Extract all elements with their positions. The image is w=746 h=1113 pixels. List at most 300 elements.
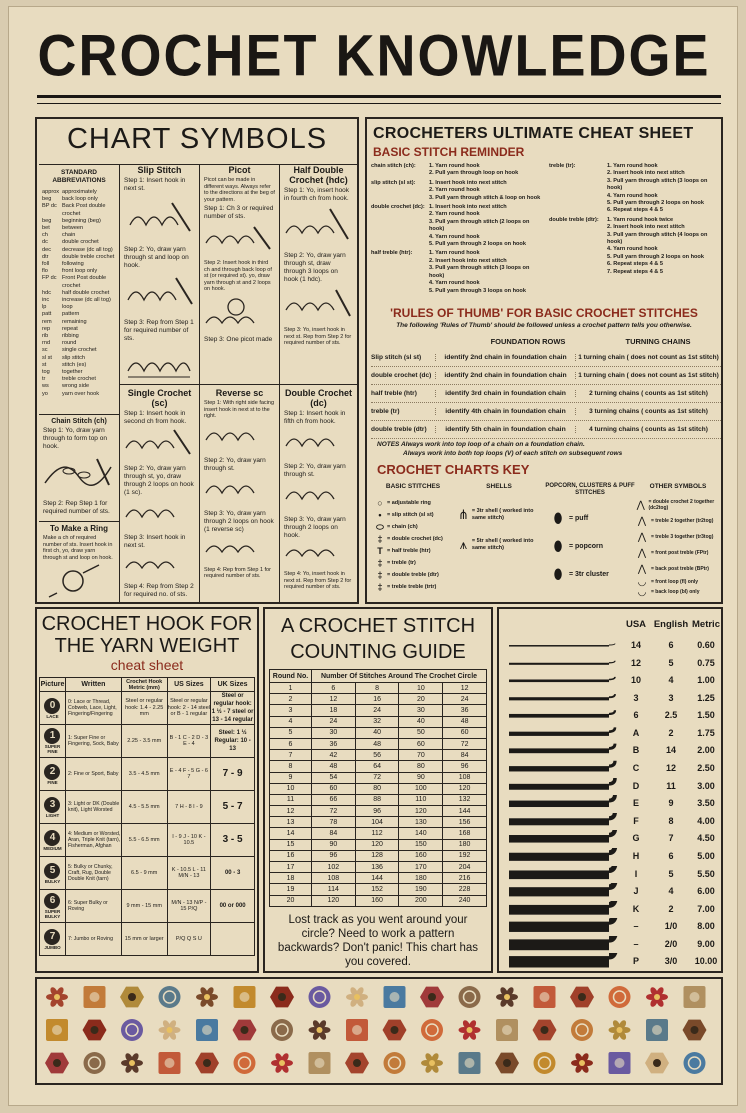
counting-round: 1 [270,683,312,694]
counting-value: 200 [399,895,443,906]
yarn-written: 6: Super Bulky or Roving [65,890,121,923]
hook-sizes-panel [497,607,723,973]
other-key-row [633,561,723,577]
basic-key-row [373,497,455,509]
yarn-weight-name: LIGHT [45,812,60,818]
basic-key-row [373,521,455,533]
crochet-hook-icon [503,742,619,760]
stitch-reminder-step: 2. Pull yarn through loop on hook [429,170,519,177]
cheat-sheet-panel [365,117,723,604]
counting-round: 2 [270,694,312,705]
counting-value: 192 [443,850,487,861]
counting-round: 11 [270,794,312,805]
key-col-shells: SHELLS [486,483,512,490]
counting-value: 60 [312,783,356,794]
basic-key-symbol: • [378,510,382,520]
basic-key-symbol: ‡ [377,558,383,568]
motif-strip [35,977,723,1085]
slip-stitch-step2: Step 2: Yo, draw yarn through st and loop on hook. [124,246,189,269]
counting-table [269,669,487,907]
crochet-motif-icon [420,987,444,1008]
puff-key-symbol: ⬮ [553,565,563,582]
hook-size-row [499,672,721,690]
reverse-sc-step3: Step 3: Yo, draw yarn through 2 loops on hook (1 reverse sc) [204,509,274,533]
counting-round: 20 [270,895,312,906]
reverse-sc-illustration-1 [200,422,278,450]
crochet-motif-icon [646,986,668,1008]
counting-value: 80 [355,783,399,794]
counting-value: 60 [443,727,487,738]
counting-value: 84 [312,828,356,839]
crochet-motif-icon [646,1019,668,1041]
stitch-reminder-step: 5. Pull yarn through 2 loops on hook [429,241,526,248]
puff-key-symbol: ⬮ [553,509,563,526]
crochet-motif-icon [683,1020,707,1041]
yarn-metric: 3.5 - 4.5 mm [121,758,167,791]
basic-key-row [373,533,455,545]
single-crochet-illustration-2 [120,499,198,527]
crochet-motif-icon [684,1052,706,1074]
counting-value: 130 [399,817,443,828]
hook-sizes-col-english: English [653,619,689,630]
hdc-title: Half Double Crochet (hdc) [289,165,348,185]
single-crochet-step1: Step 1: Insert hook in second ch from hook. [124,410,187,425]
yarn-us: K - 10.5 L - 11 M/N - 13 [167,857,211,890]
hook-usa: B [632,745,640,756]
hook-english: 3/0 [664,956,678,967]
hook-yarn-row [40,824,255,857]
abbreviation-meaning: repeat [62,325,78,332]
counting-value: 114 [312,884,356,895]
abbreviation-code: bet [42,225,50,232]
yarn-metric: Steel or regular hook: 1.4 - 2.25 mm [121,692,167,725]
slip-stitch-illustration-1 [120,195,198,239]
abbreviation-code: st [42,361,47,368]
counting-round: 4 [270,716,312,727]
hook-shaft [509,939,609,950]
counting-value: 152 [355,884,399,895]
counting-row [270,694,487,705]
counting-footer: Lost track as you went around your circle? Need to work a pattern backwards? Don't panic! This chart has you covered. [277,914,479,968]
double-crochet-step2: Step 2: Yo, draw yarn through st. [284,463,346,478]
counting-round: 7 [270,750,312,761]
hook-usa: P [632,956,639,967]
counting-value: 80 [399,761,443,772]
counting-value: 216 [443,873,487,884]
counting-round: 17 [270,862,312,873]
abbreviation-row [42,304,119,311]
hook-yarn-row [40,791,255,824]
yarn-uk: 5 - 7 [211,791,255,824]
counting-value: 16 [355,694,399,705]
double-crochet-illustration-2 [280,481,356,509]
rules-row [371,403,721,421]
abbreviation-code: tr [42,376,46,383]
crochet-motif-icon [309,986,331,1008]
crochet-motif-icon [45,1053,69,1074]
yarn-uk: Steel: 1 ½ Regular: 10 - 13 [211,725,255,758]
stitch-reminder-step: 6. Repeat steps 4 & 5 [607,207,663,214]
shell-key-label: = 3tr shell ( worked into same stitch) [471,508,534,521]
crochet-hook-icon [503,953,619,971]
stitch-reminder-left [371,163,546,297]
crochet-hook-icon [503,883,619,901]
stitch-reminder-step: 3. Pull yarn through stitch (4 loops on hook) [607,231,708,246]
yarn-written: 1: Super Fine or Fingering, Sock, Baby [65,725,121,758]
puff-key-row [547,532,637,560]
hook-yarn-row [40,758,255,791]
basic-key-label: = half treble (htr) [387,548,431,554]
basic-key-symbol: ‡ [377,570,383,580]
counting-value: 48 [355,738,399,749]
yarn-metric: 4.5 - 5.5 mm [121,791,167,824]
abbreviation-meaning: Front Post double crochet [62,275,107,289]
crochet-motif-icon [83,1020,107,1041]
yarn-written: 2: Fine or Sport, Baby [65,758,121,791]
hook-usa: – [633,921,639,932]
counting-row [270,839,487,850]
yarn-us: E - 4 F - 5 G - 6 7 [167,758,211,791]
yarn-us: B - 1 C - 2 D - 3 E - 4 [167,725,211,758]
basic-key-label: = treble treble (trtr) [387,584,437,590]
hook-english: 2 [668,903,674,914]
hook-yarn-heading-2: THE YARN WEIGHT [54,635,240,657]
basic-key-symbol: ‡ [377,534,383,544]
crochet-motif-icon [496,986,518,1008]
counting-value: 150 [399,839,443,850]
counting-value: 240 [443,895,487,906]
single-crochet-box [119,384,199,602]
hook-sizes-rows [499,637,721,971]
crochet-motif-icon [84,1052,106,1074]
counting-row [270,828,487,839]
abbreviation-meaning: wrong side [62,383,90,390]
motif-grid [37,979,721,1083]
puff-key-row [547,504,637,532]
stitch-reminder-step: 2. Insert hook into next stitch [607,224,685,231]
other-key-symbol: ⋀ [637,515,647,527]
hdc-step1: Step 1: Yo, insert hook in fourth ch from hook. [284,187,350,202]
hook-usa: H [632,850,640,861]
crochet-hook-icon [503,690,619,708]
hook-shaft [509,853,609,861]
basic-key-symbol: ○ [377,498,383,508]
abbreviation-meaning: together [62,369,83,376]
make-ring-illustration [39,563,117,599]
yarn-weight-number: 3 [44,797,60,813]
stitch-reminder-name: double treble (dtr): [549,216,599,223]
hook-shaft [509,801,609,807]
hook-english: 2 [668,727,674,738]
hdc-box [279,164,357,384]
yarn-weight-name: JUMBO [44,944,61,950]
basic-key-row [373,557,455,569]
hook-metric: 0.60 [697,640,715,650]
stitch-reminder-block [549,217,721,276]
hook-english: 5 [668,868,674,879]
stitch-reminder-step: 1. Yarn round hook twice [607,216,674,223]
rules-stitch: double treble (dtr) [371,426,427,433]
stitch-reminder-block [371,250,546,294]
other-key-symbol: ⋀ [636,499,645,511]
basic-key-label: = chain (ch) [387,524,418,530]
counting-round: 13 [270,817,312,828]
cheat-sheet-heading: CROCHETERS ULTIMATE CHEAT SHEET [373,125,694,142]
puff-key-row [547,560,637,588]
counting-row [270,895,487,906]
crochet-motif-icon [570,987,594,1008]
stitch-reminder-name: treble (tr): [549,163,576,169]
yarn-weight-number: 1 [44,728,60,744]
abbreviation-code: ch [42,232,48,239]
counting-round: 18 [270,873,312,884]
slip-stitch-illustration-2 [120,272,198,312]
abbreviation-meaning: decrease (dc all tog) [62,246,113,253]
hook-english: 6 [668,640,674,650]
abbreviation-row [42,391,119,398]
hook-english: 2.5 [664,710,678,721]
crochet-hook-icon [503,725,619,743]
yarn-metric: 15 mm or larger [121,923,167,956]
abbreviation-code: rib [42,333,49,340]
other-key-row [633,587,723,597]
single-crochet-step4: Step 4: Rep from Step 2 for required no. of sts. [124,583,194,598]
rules-foundation: identify 5th chain in foundation chain [435,426,575,433]
abbreviation-meaning: chain [62,232,76,239]
other-key-label: = front post treble (FPtr) [651,550,709,556]
counting-value: 96 [443,761,487,772]
hook-metric: 4.00 [697,815,715,826]
hook-size-row [499,707,721,725]
counting-value: 12 [443,683,487,694]
abbreviation-meaning: treble crochet [62,376,96,383]
crochet-motif-icon [384,1052,406,1074]
double-crochet-step1: Step 1: Insert hook in fifth ch from hook. [284,410,346,425]
yarn-weight-badge [40,857,66,890]
counting-value: 108 [312,873,356,884]
abbreviation-code: sl st [42,354,52,361]
hook-yarn-table [39,677,255,956]
key-col-basic: BASIC STITCHES [385,483,441,490]
rules-table [371,349,721,439]
hook-shaft [509,714,609,718]
crochet-motif-icon [121,1019,143,1041]
abbreviation-code: patt [42,311,52,318]
abbreviation-code: beg [42,196,52,203]
crochet-hook-icon [503,830,619,848]
abbreviation-meaning: back loop only [62,196,98,203]
stitch-reminder-step: 1. Insert hook into next stitch [429,179,507,186]
stitch-reminder-block [371,163,546,178]
stitch-reminder-step: 2. Insert hook into next stitch [607,170,685,177]
puff-key [547,504,637,588]
chain-stitch-box [39,414,119,521]
picot-title: Picot [228,165,251,175]
yarn-weight-badge [40,758,66,791]
hdc-illustration-2 [280,286,356,320]
counting-row [270,806,487,817]
single-crochet-step2: Step 2: Yo, draw yarn through st, yo, draw through 2 loops on hook (1 sc). [124,465,194,496]
abbreviation-row [42,383,119,390]
chart-symbols-heading: CHART SYMBOLS [66,123,328,155]
basic-key-row [373,569,455,581]
crochet-motif-icon [534,1052,556,1074]
hook-size-row [499,901,721,919]
rules-row [371,385,721,403]
counting-value: 72 [312,806,356,817]
crochet-hook-icon [503,848,619,866]
counting-row [270,738,487,749]
yarn-weight-badge [40,692,66,725]
hook-metric: 1.25 [697,692,715,703]
hook-size-row [499,778,721,796]
single-crochet-step3: Step 3: Insert hook in next st. [124,534,186,549]
hook-shaft [509,645,609,647]
hook-yarn-col-written: Written [65,678,121,692]
counting-row [270,850,487,861]
hook-tip [609,936,615,939]
hook-shaft [509,749,609,754]
other-key-symbol: ⋀ [637,531,647,543]
shell-key-row [455,537,545,553]
yarn-written: 4: Medium or Worsted, Aran, Triple Knit (tarn), Fisherman, Afghan [65,824,121,857]
abbreviation-code: BP dc [42,203,57,210]
counting-round: 3 [270,705,312,716]
hook-size-row [499,690,721,708]
hook-tip [609,644,615,646]
stitch-reminder-steps [607,217,721,276]
hook-yarn-col-us: US Sizes [167,678,211,692]
counting-value: 84 [443,750,487,761]
counting-value: 140 [399,828,443,839]
hook-metric: 1.50 [697,710,715,721]
other-key-label: = back loop (bl) only [651,589,700,595]
abbreviation-row [42,232,119,239]
basic-key-label: = double crochet (dc) [387,536,443,542]
hook-tip [609,901,615,905]
stitch-reminder-step: 5. Pull yarn through 3 loops on hook [429,287,526,294]
crochet-hook-icon [503,655,619,673]
hook-usa: J [633,886,639,897]
counting-value: 40 [355,727,399,738]
slip-stitch-box [119,164,199,384]
hook-shaft [509,887,609,896]
counting-value: 18 [312,705,356,716]
stitch-reminder-step: 4. Yarn round hook [429,280,480,287]
hook-english: 9 [668,798,674,809]
abbreviation-row [42,319,119,326]
stitch-reminder-step: 3. Pull yarn through stitch (2 loops on hook) [429,218,530,233]
stitch-reminder-steps [607,163,721,215]
rules-note-1: NOTES Always work into top loop of a chain on a foundation chain. [377,441,585,448]
abbreviation-meaning: pattern [62,311,80,318]
yarn-us: M/N - 13 N/P - 15 P/Q [167,890,211,923]
counting-value: 10 [399,683,443,694]
stitch-reminder-step: 4. Yarn round hook [607,192,658,199]
crochet-motif-icon [196,986,218,1008]
other-key-row [633,513,723,529]
abbreviation-row [42,369,119,376]
counting-value: 78 [312,817,356,828]
chain-stitch-title: Chain Stitch (ch) [51,418,107,425]
crochet-motif-icon [309,1019,331,1041]
rules-turning: 2 turning chains ( counts as 1st stitch) [575,390,721,397]
counting-value: 110 [399,794,443,805]
hook-english: 7 [668,833,674,844]
rules-stitch: Slip stitch (sl st) [371,354,422,361]
hook-shaft [509,870,609,879]
basic-key-symbol: T [377,546,383,556]
hook-usa: 6 [633,710,639,721]
rules-subheading: The following 'Rules of Thumb' should be followed unless a crochet pattern tells you otherwise. [396,322,692,329]
abbreviations-list [39,189,119,398]
counting-round: 19 [270,884,312,895]
yarn-weight-number: 7 [44,929,60,945]
hook-tip [609,694,615,697]
shell-key-row [455,507,545,523]
abbreviation-meaning: single crochet [62,347,97,354]
crochet-motif-icon [159,986,181,1008]
charts-key-heading: CROCHET CHARTS KEY [377,462,530,477]
counting-col-stitches: Number Of Stitches Around The Crochet Circle [312,670,487,683]
hook-tip [609,744,615,749]
hook-yarn-col-metric: Crochet Hook Metric (mm) [121,678,167,692]
hook-metric: 7.00 [697,903,715,914]
crochet-hook-icon [503,637,619,655]
reverse-sc-illustration-3 [200,536,278,560]
stitch-reminder-steps [429,180,540,202]
counting-value: 6 [312,683,356,694]
hook-metric: 1.75 [697,727,715,738]
other-key-row [633,497,723,513]
crochet-hook-icon [503,813,619,831]
crochet-motif-icon [421,1052,443,1074]
abbreviation-code: yo [42,390,48,397]
rules-row [371,421,721,439]
other-symbols-key [633,497,723,597]
abbreviation-row [42,275,119,289]
hook-metric: 8.00 [697,921,715,932]
counting-value: 60 [399,738,443,749]
yarn-weight-number: 4 [44,830,60,846]
counting-row [270,772,487,783]
puff-key-label: = puff [569,514,589,522]
yarn-uk: 7 - 9 [211,758,255,791]
hook-size-row [499,848,721,866]
counting-round: 9 [270,772,312,783]
yarn-weight-name: SUPER BULKY [44,909,61,919]
crochet-motif-icon [159,1052,181,1074]
hdc-step2: Step 2: Yo, draw yarn through st, draw through 3 loops on hook (1 hdc). [284,252,346,283]
abbreviation-code: sc [42,347,48,354]
hook-metric: 2.50 [697,763,715,774]
hook-metric: 4.50 [697,833,715,844]
title-rule-thick [37,95,721,98]
hook-metric: 6.00 [697,886,715,897]
crochet-motif-icon [309,1052,331,1074]
rules-foundation: identify 4th chain in foundation chain [435,408,575,415]
hook-english: 4 [668,886,674,897]
hook-yarn-heading-3: cheat sheet [110,657,184,673]
counting-value: 42 [312,750,356,761]
hook-tip [609,830,615,835]
abbreviation-row [42,333,119,340]
hook-tip [609,918,615,922]
crochet-motif-icon [645,1053,669,1074]
shells-key [455,507,545,567]
hook-shaft [509,697,609,700]
hook-size-row [499,883,721,901]
